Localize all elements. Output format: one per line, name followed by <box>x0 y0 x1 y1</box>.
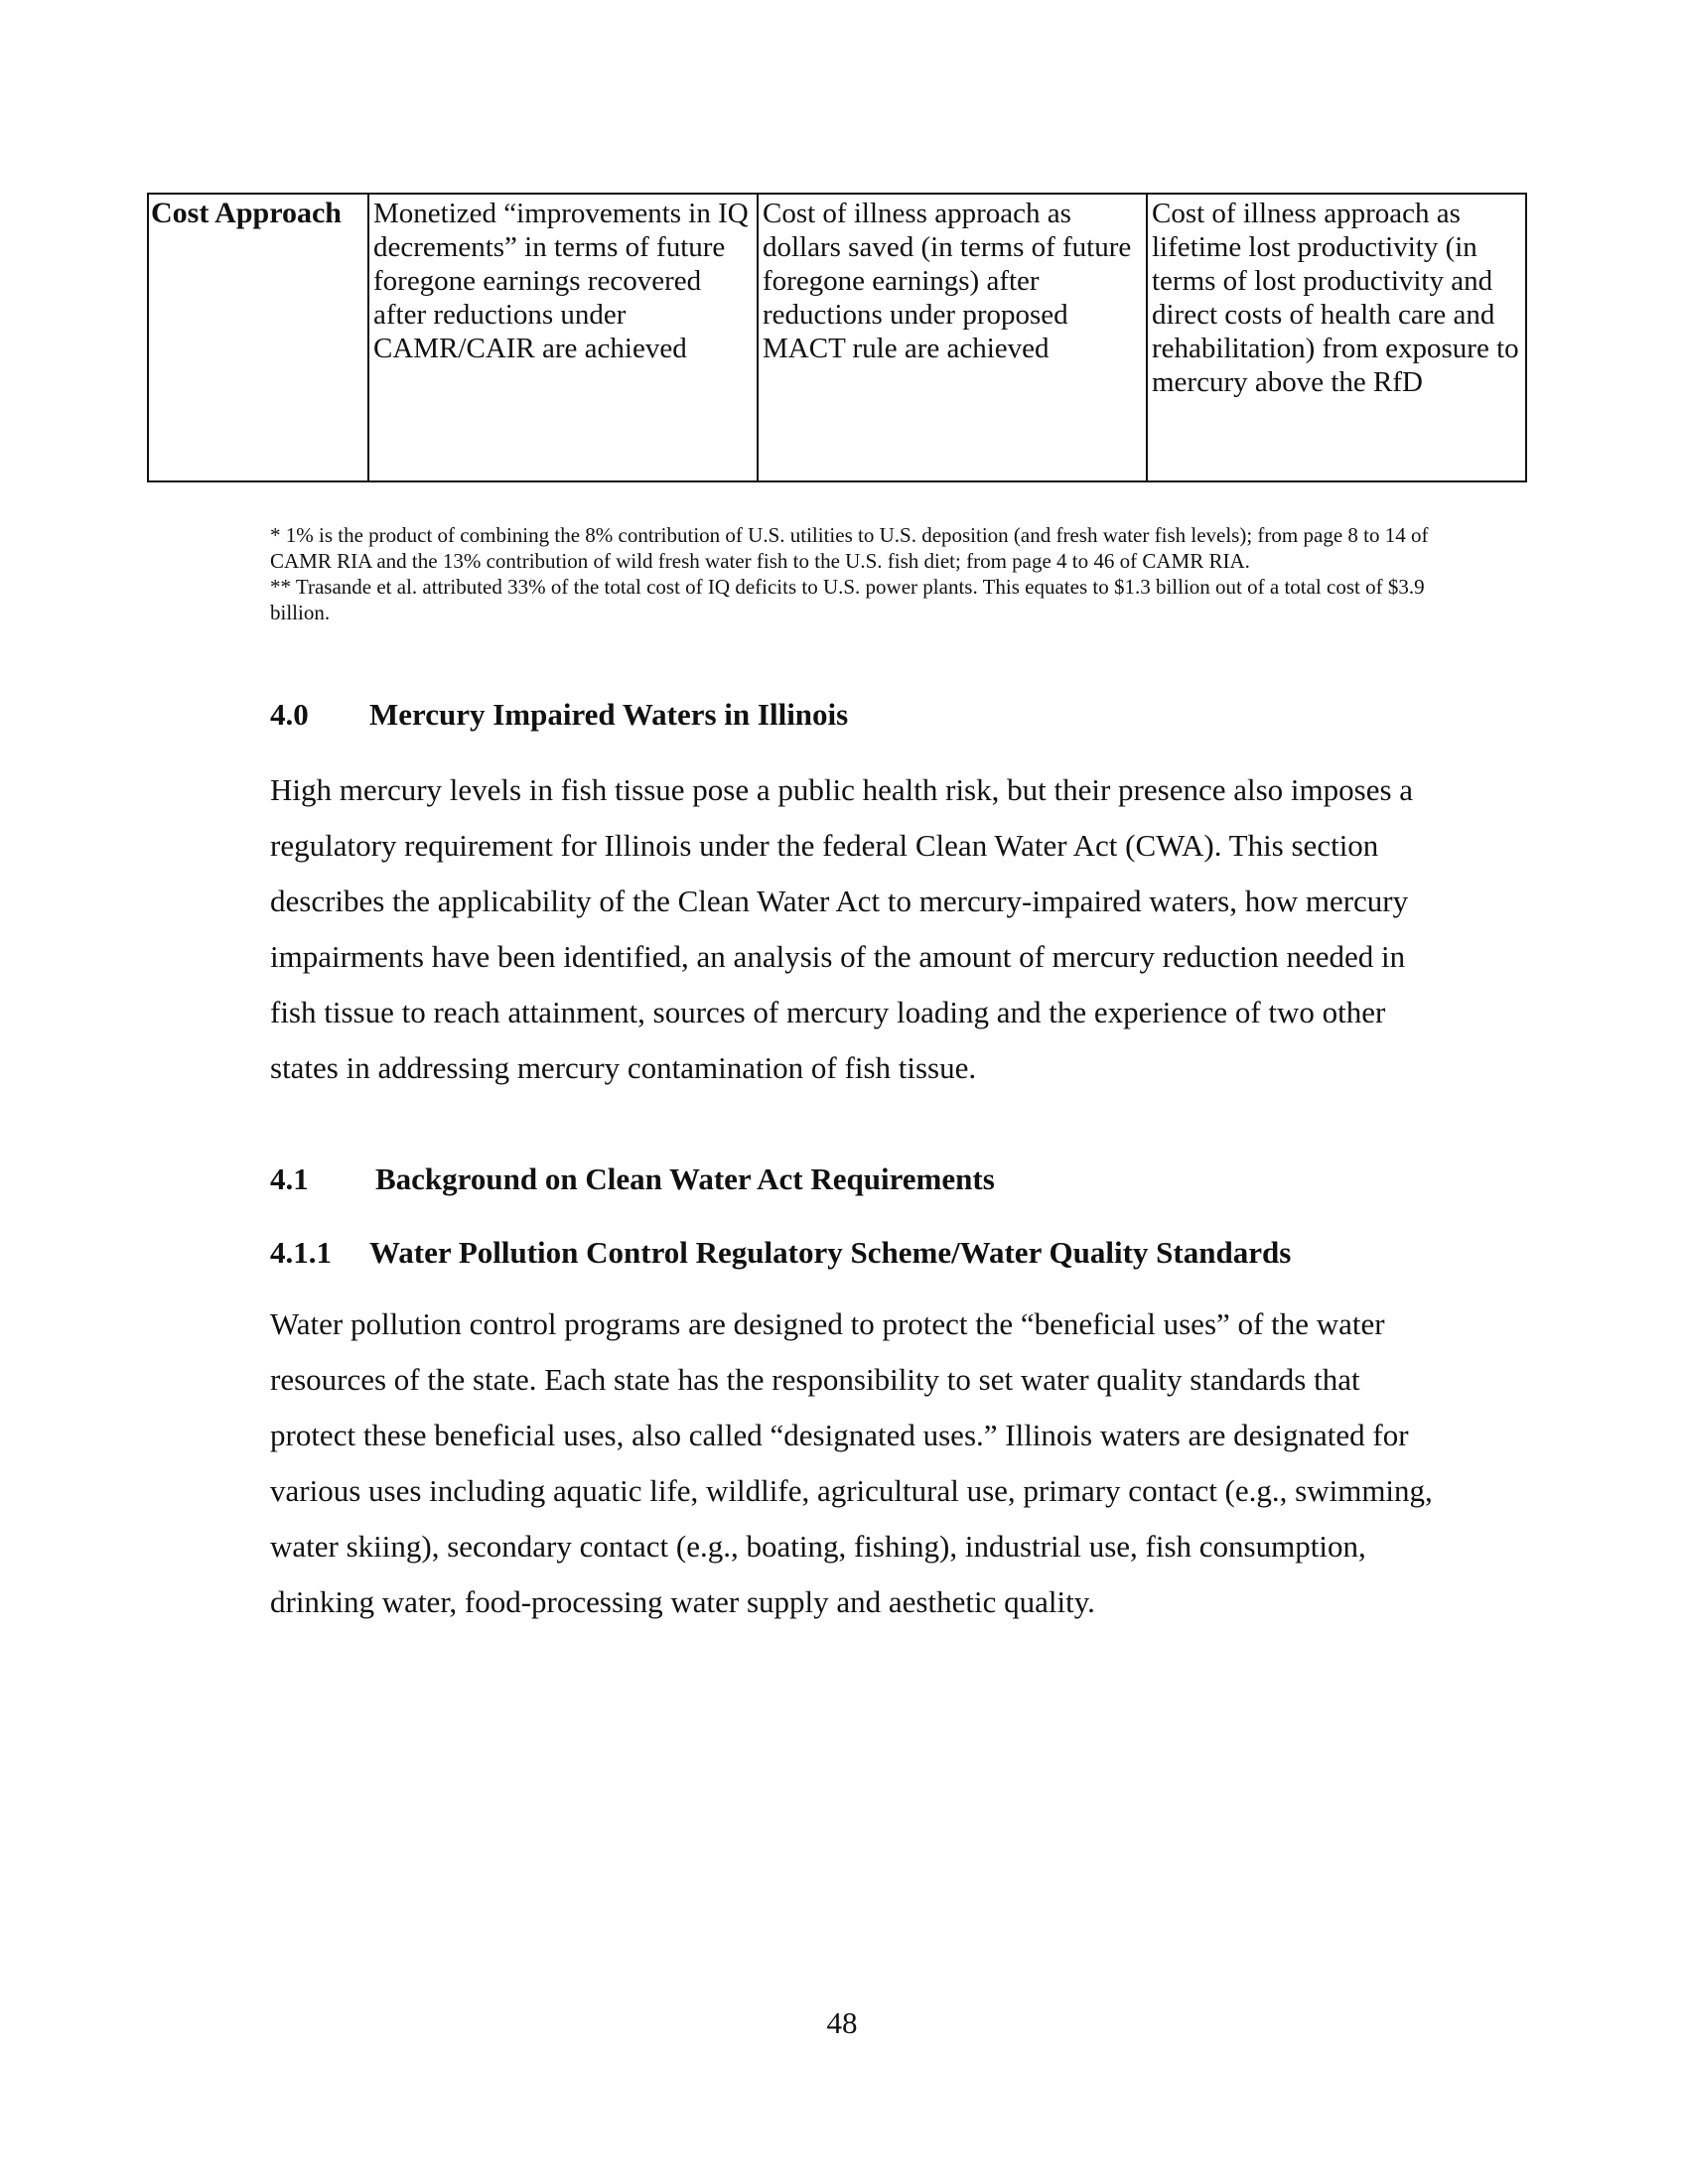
table-cell-lifetime-productivity: Cost of illness approach as lifetime lost productivity (in terms of lost productivity and direct costs of health care and rehabilitation) from exposure to mercury above the RfD <box>1147 194 1526 481</box>
table-row <box>148 194 1526 481</box>
section-number: 4.0 <box>270 697 309 732</box>
page-number: 48 <box>826 2005 858 2040</box>
section-number: 4.1.1 <box>270 1235 332 1270</box>
section-number: 4.1 <box>270 1161 309 1196</box>
section-heading-4-1-1 <box>270 1235 1291 1271</box>
section-4-1-1-body: Water pollution control programs are designed to protect the “beneficial uses” of the water resources of the state. Each state has the responsibility to set water quality standards that protect these beneficial uses, also called “designated uses.” Illinois waters are designated for various uses including aquatic life, wildlife, agricultural use, primary contact (e.g., swimming, water skiing), secondary contact (e.g., boating, fishing), industrial use, fish consumption, drinking water, food-processing water supply and aesthetic quality. <box>270 1306 1433 1619</box>
section-heading-4-1 <box>270 1161 995 1197</box>
section-heading-4-0 <box>270 697 848 733</box>
section-title: Mercury Impaired Waters in Illinois <box>369 697 849 732</box>
section-title: Water Pollution Control Regulatory Scheme/Water Quality Standards <box>369 1235 1292 1270</box>
table-cell-mact-rule: Cost of illness approach as dollars saved (in terms of future foregone earnings) after reductions under proposed MACT rule are achieved <box>758 194 1147 481</box>
section-title: Background on Clean Water Act Requirements <box>375 1161 995 1196</box>
table-footnotes <box>270 522 1442 625</box>
cost-approach-table <box>147 193 1527 482</box>
section-4-0-body: High mercury levels in fish tissue pose a public health risk, but their presence also imposes a regulatory requirement for Illinois under the federal Clean Water Act (CWA). This section describes the applicability of the Clean Water Act to mercury-impaired waters, how mercury impairments have been identified, an analysis of the amount of mercury reduction needed in fish tissue to reach attainment, sources of mercury loading and the experience of two other states in addressing mercury contamination of fish tissue. <box>270 772 1414 1085</box>
footnote-2: ** Trasande et al. attributed 33% of the total cost of IQ deficits to U.S. power plants. This equates to $1.3 billion out of a total cost of $3.9 billion. <box>270 575 1425 624</box>
footnote-1: * 1% is the product of combining the 8% contribution of U.S. utilities to U.S. deposition (and fresh water fish levels); from page 8 to 14 of CAMR RIA and the 13% contribution of wild fresh water fish to the U.S. fish diet; from page 4 to 46 of CAMR RIA. <box>270 523 1429 573</box>
row-header-cost-approach: Cost Approach <box>148 194 368 481</box>
table-cell-camr-cair: Monetized “improvements in IQ decrements” in terms of future foregone earnings recovered after reductions under CAMR/CAIR are achieved <box>368 194 758 481</box>
